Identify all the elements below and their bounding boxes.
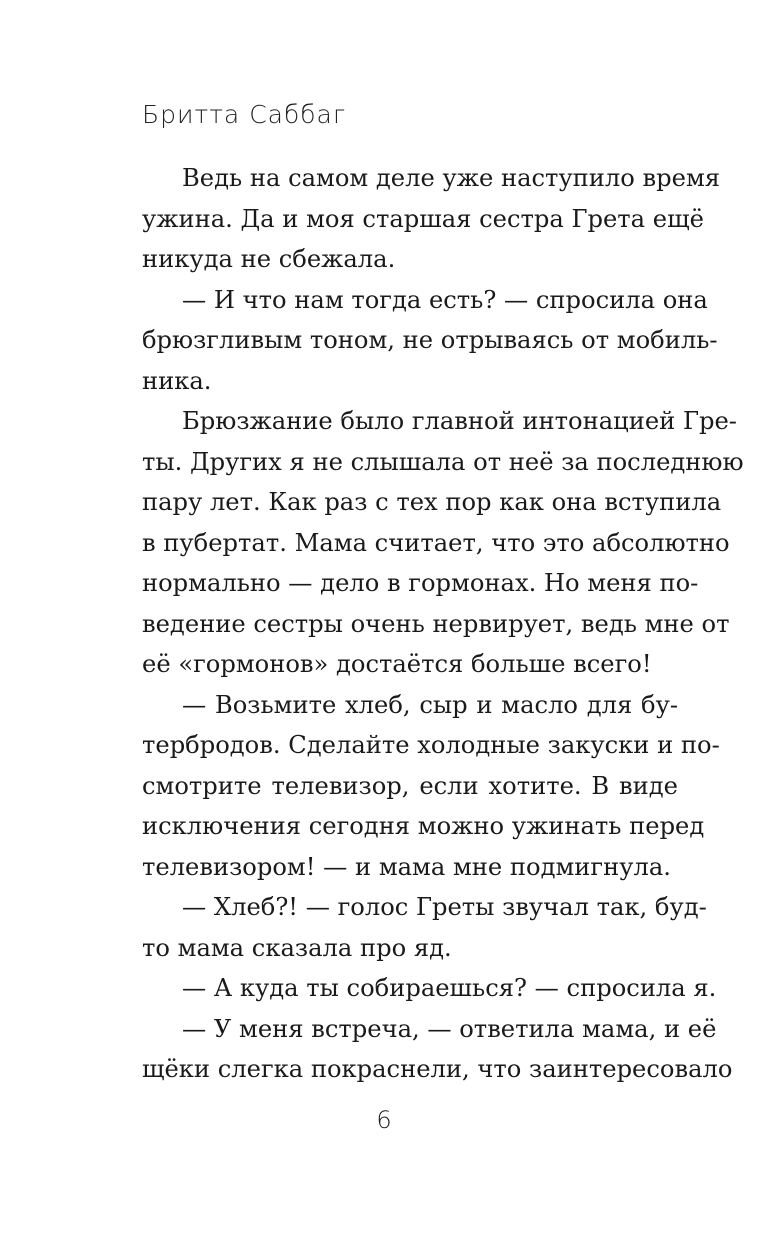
text-line: ты. Других я не слышала от неё за последнюю xyxy=(142,447,744,476)
text-line: смотрите телевизор, если хотите. В виде xyxy=(142,771,678,800)
text-line: — А куда ты собираешься? — спросила я. xyxy=(182,974,717,1002)
text-line: — И что нам тогда есть? — спросила она xyxy=(182,285,708,314)
text-line: нормально — дело в гормонах. Но меня по- xyxy=(142,569,699,597)
running-head-author: Бритта Саббаг xyxy=(142,100,347,129)
text-line: тербродов. Сделайте холодные закуски и по- xyxy=(142,731,720,759)
text-line: — Хлеб?! — голос Греты звучал так, буд- xyxy=(182,893,707,921)
text-line: исключения сегодня можно ужинать перед xyxy=(142,812,705,840)
text-line: телевизором! — и мама мне подмигнула. xyxy=(142,852,671,881)
paragraph xyxy=(142,968,717,1009)
body-text xyxy=(142,158,744,1090)
paragraph xyxy=(142,401,744,685)
paragraph xyxy=(142,1009,733,1090)
paragraph xyxy=(142,685,720,888)
text-line: — У меня встреча, — ответила мама, и её xyxy=(182,1014,717,1043)
text-line: Ведь на самом деле уже наступило время xyxy=(182,164,721,192)
text-line: её «гормонов» достаётся больше всего! xyxy=(142,650,652,678)
text-line: в пубертат. Мама считает, что это абсолютно xyxy=(142,528,730,557)
text-line: — Возьмите хлеб, сыр и масло для бу- xyxy=(182,690,678,719)
text-line: никуда не сбежала. xyxy=(142,245,396,273)
text-line: Брюзжание было главной интонацией Гре- xyxy=(182,407,737,435)
text-line: пару лет. Как раз с тех пор как она вступила xyxy=(142,488,722,516)
text-line: ужина. Да и моя старшая сестра Грета ещё xyxy=(142,204,704,233)
text-line: щёки слегка покраснели, что заинтересовало xyxy=(142,1055,733,1083)
paragraph xyxy=(142,280,718,402)
text-line: ника. xyxy=(142,366,212,395)
text-line: ведение сестры очень нервирует, ведь мне от xyxy=(142,609,730,638)
paragraph xyxy=(142,158,721,280)
text-line: брюзгливым тоном, не отрываясь от мобиль- xyxy=(142,326,718,354)
text-line: то мама сказала про яд. xyxy=(142,933,452,962)
paragraph xyxy=(142,887,707,968)
page-number: 6 xyxy=(376,1106,392,1134)
